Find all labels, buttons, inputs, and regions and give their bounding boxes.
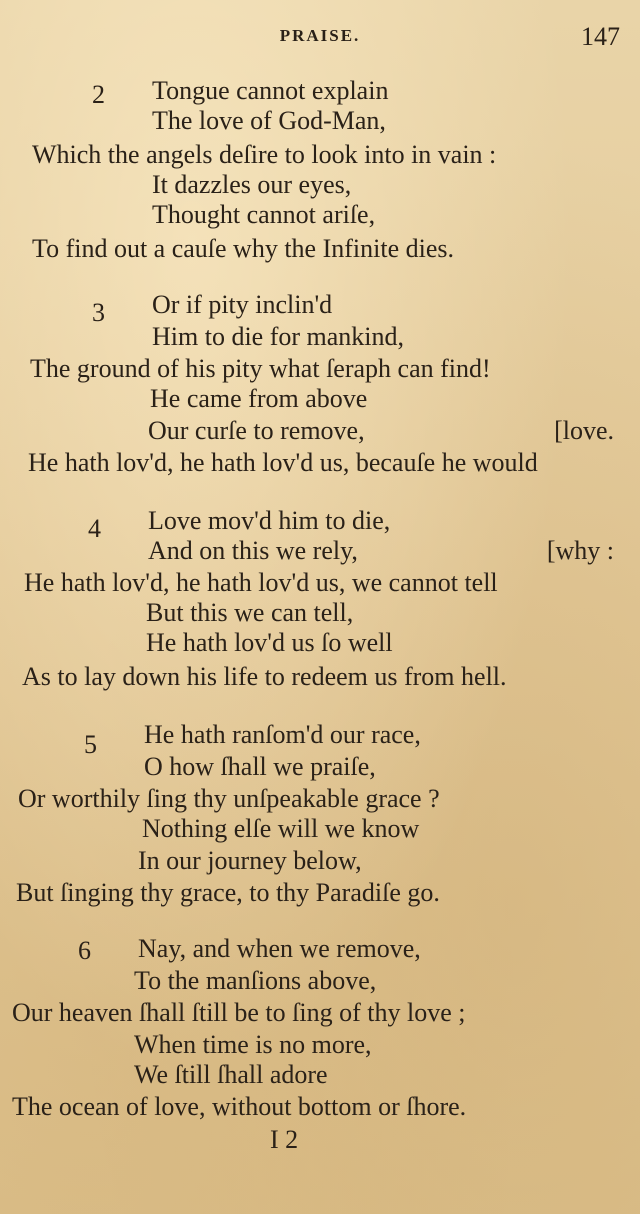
verse-line: The ground of his pity what ſeraph can find! <box>30 354 491 383</box>
verse-line: Which the angels deſire to look into in vain : <box>32 140 497 169</box>
verse-line: In our journey below, <box>138 846 362 875</box>
verse-line: Him to die for mankind, <box>152 322 405 351</box>
verse-number: 4 <box>88 514 101 543</box>
verse-line: The love of God-Man, <box>152 106 386 135</box>
verse-number: 3 <box>92 298 105 327</box>
verse-number: 5 <box>84 730 97 759</box>
verse-line: Or worthily ſing thy unſpeakable grace ? <box>18 784 440 813</box>
verse-line: He hath lov'd, he hath lov'd us, we cannot tell <box>24 568 498 597</box>
verse-line: When time is no more, <box>134 1030 372 1059</box>
verse-line: But this we can tell, <box>146 598 354 627</box>
verse-line: We ſtill ſhall adore <box>134 1060 328 1089</box>
turnover-word: [love. <box>554 416 614 445</box>
verse-line: Love mov'd him to die, <box>148 506 391 535</box>
verse-number: 2 <box>92 80 105 109</box>
verse-line: Thought cannot ariſe, <box>152 200 376 229</box>
running-head: PRAISE. <box>279 26 361 45</box>
signature-mark: I 2 <box>270 1125 299 1154</box>
verse-line: The ocean of love, without bottom or ſhore. <box>12 1092 467 1121</box>
verse-line: He hath lov'd, he hath lov'd us, becauſe he would <box>28 448 538 477</box>
verse-line: And on this we rely, <box>148 536 358 565</box>
verse-line: To the manſions above, <box>134 966 377 995</box>
verse-line: But ſinging thy grace, to thy Paradiſe go. <box>16 878 440 907</box>
verse-line: He hath lov'd us ſo well <box>146 628 393 657</box>
verse-line: Or if pity inclin'd <box>152 290 333 319</box>
verse-line: Our heaven ſhall ſtill be to ſing of thy love ; <box>12 998 466 1027</box>
verse-line: He hath ranſom'd our race, <box>144 720 421 749</box>
verse-line: As to lay down his life to redeem us from hell. <box>22 662 507 691</box>
turnover-word: [why : <box>546 536 614 565</box>
verse-line: Nothing elſe will we know <box>142 814 420 843</box>
verse-line: To find out a cauſe why the Infinite dies. <box>32 234 455 263</box>
verse-line: Nay, and when we remove, <box>138 934 421 963</box>
page-number: 147 <box>581 22 620 51</box>
verse-number: 6 <box>78 936 91 965</box>
verse-line: He came from above <box>150 384 368 413</box>
verse-line: Tongue cannot explain <box>152 76 389 105</box>
verse-line: Our curſe to remove, <box>148 416 365 445</box>
verse-line: O how ſhall we praiſe, <box>144 752 376 781</box>
verse-line: It dazzles our eyes, <box>152 170 352 199</box>
